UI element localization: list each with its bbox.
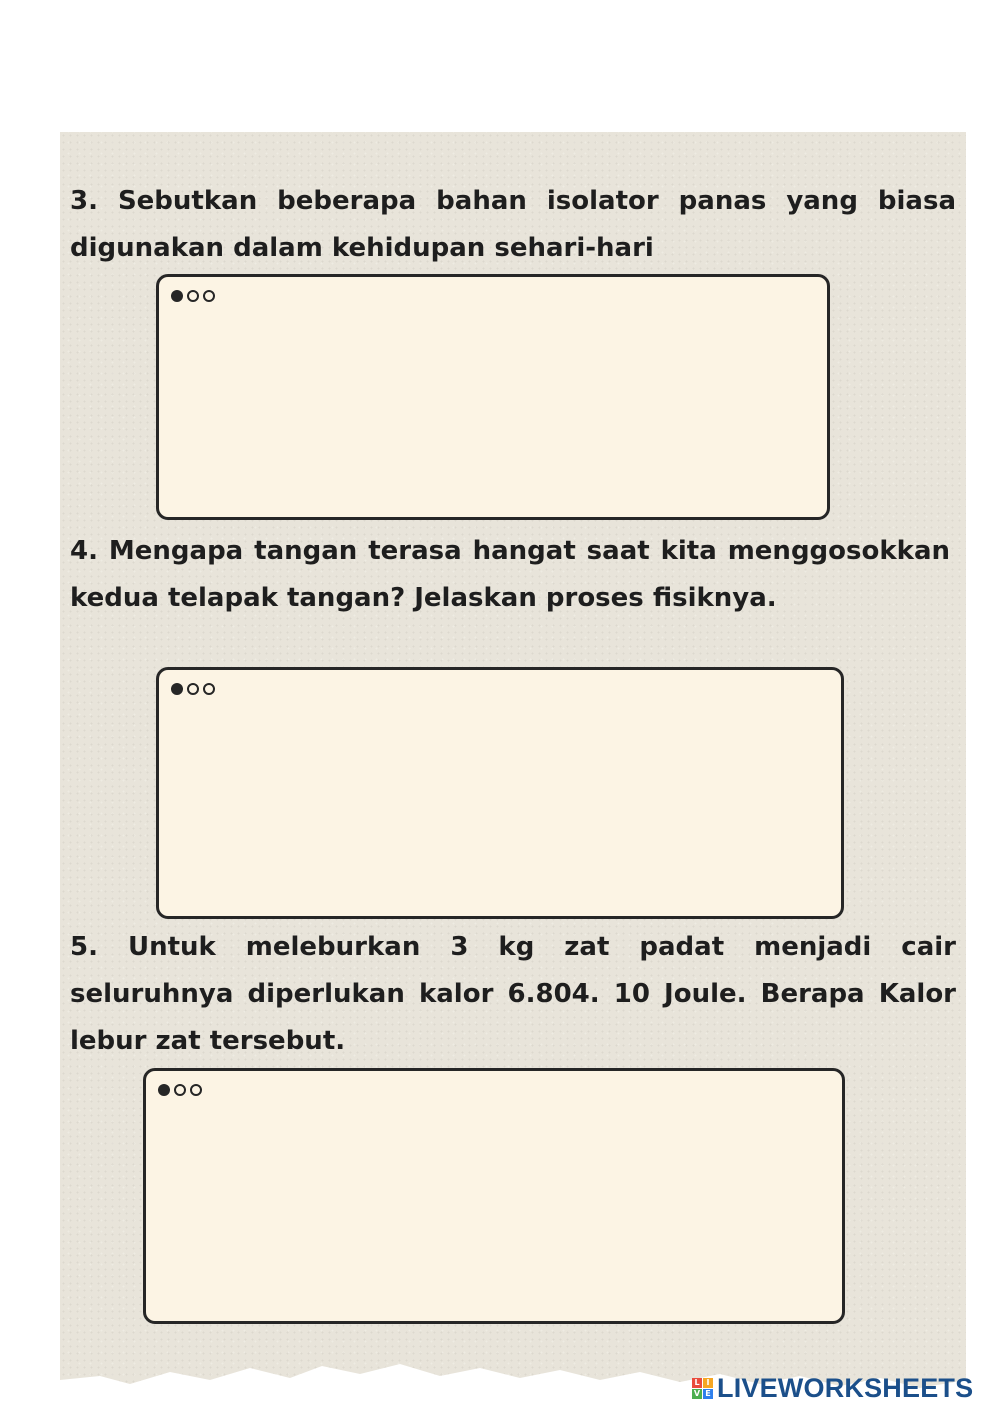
empty-dot-icon <box>203 290 215 302</box>
empty-dot-icon <box>203 683 215 695</box>
filled-dot-icon <box>171 683 183 695</box>
answer-box-question-4[interactable] <box>156 667 844 919</box>
answer-box-question-5[interactable] <box>143 1068 845 1324</box>
empty-dot-icon <box>187 290 199 302</box>
brand-name: LIVEWORKSHEETS <box>717 1373 974 1403</box>
window-dots-icon <box>158 1084 202 1096</box>
liveworksheets-mark-icon <box>692 1378 713 1399</box>
filled-dot-icon <box>171 290 183 302</box>
empty-dot-icon <box>190 1084 202 1096</box>
logo-letter: V <box>693 1389 701 1398</box>
window-dots-icon <box>171 290 215 302</box>
logo-letter: E <box>703 1389 713 1399</box>
filled-dot-icon <box>158 1084 170 1096</box>
liveworksheets-logo <box>692 1373 973 1404</box>
logo-letter: I <box>703 1378 713 1388</box>
question-4-text: 4. Mengapa tangan terasa hangat saat kita menggosokkan kedua telapak tangan? Jelaskan proses fisiknya. <box>70 536 950 613</box>
question-3-text: 3. Sebutkan beberapa bahan isolator panas yang biasa digunakan dalam kehidupan sehari-hari <box>70 186 956 263</box>
question-5-text: 5. Untuk meleburkan 3 kg zat padat menjadi cair seluruhnya diperlukan kalor 6.804. 10 Joule. Berapa Kalor lebur zat tersebut. <box>70 932 956 1056</box>
empty-dot-icon <box>187 683 199 695</box>
logo-letter: L <box>692 1378 702 1388</box>
window-dots-icon <box>171 683 215 695</box>
answer-box-question-3[interactable] <box>156 274 830 520</box>
empty-dot-icon <box>174 1084 186 1096</box>
